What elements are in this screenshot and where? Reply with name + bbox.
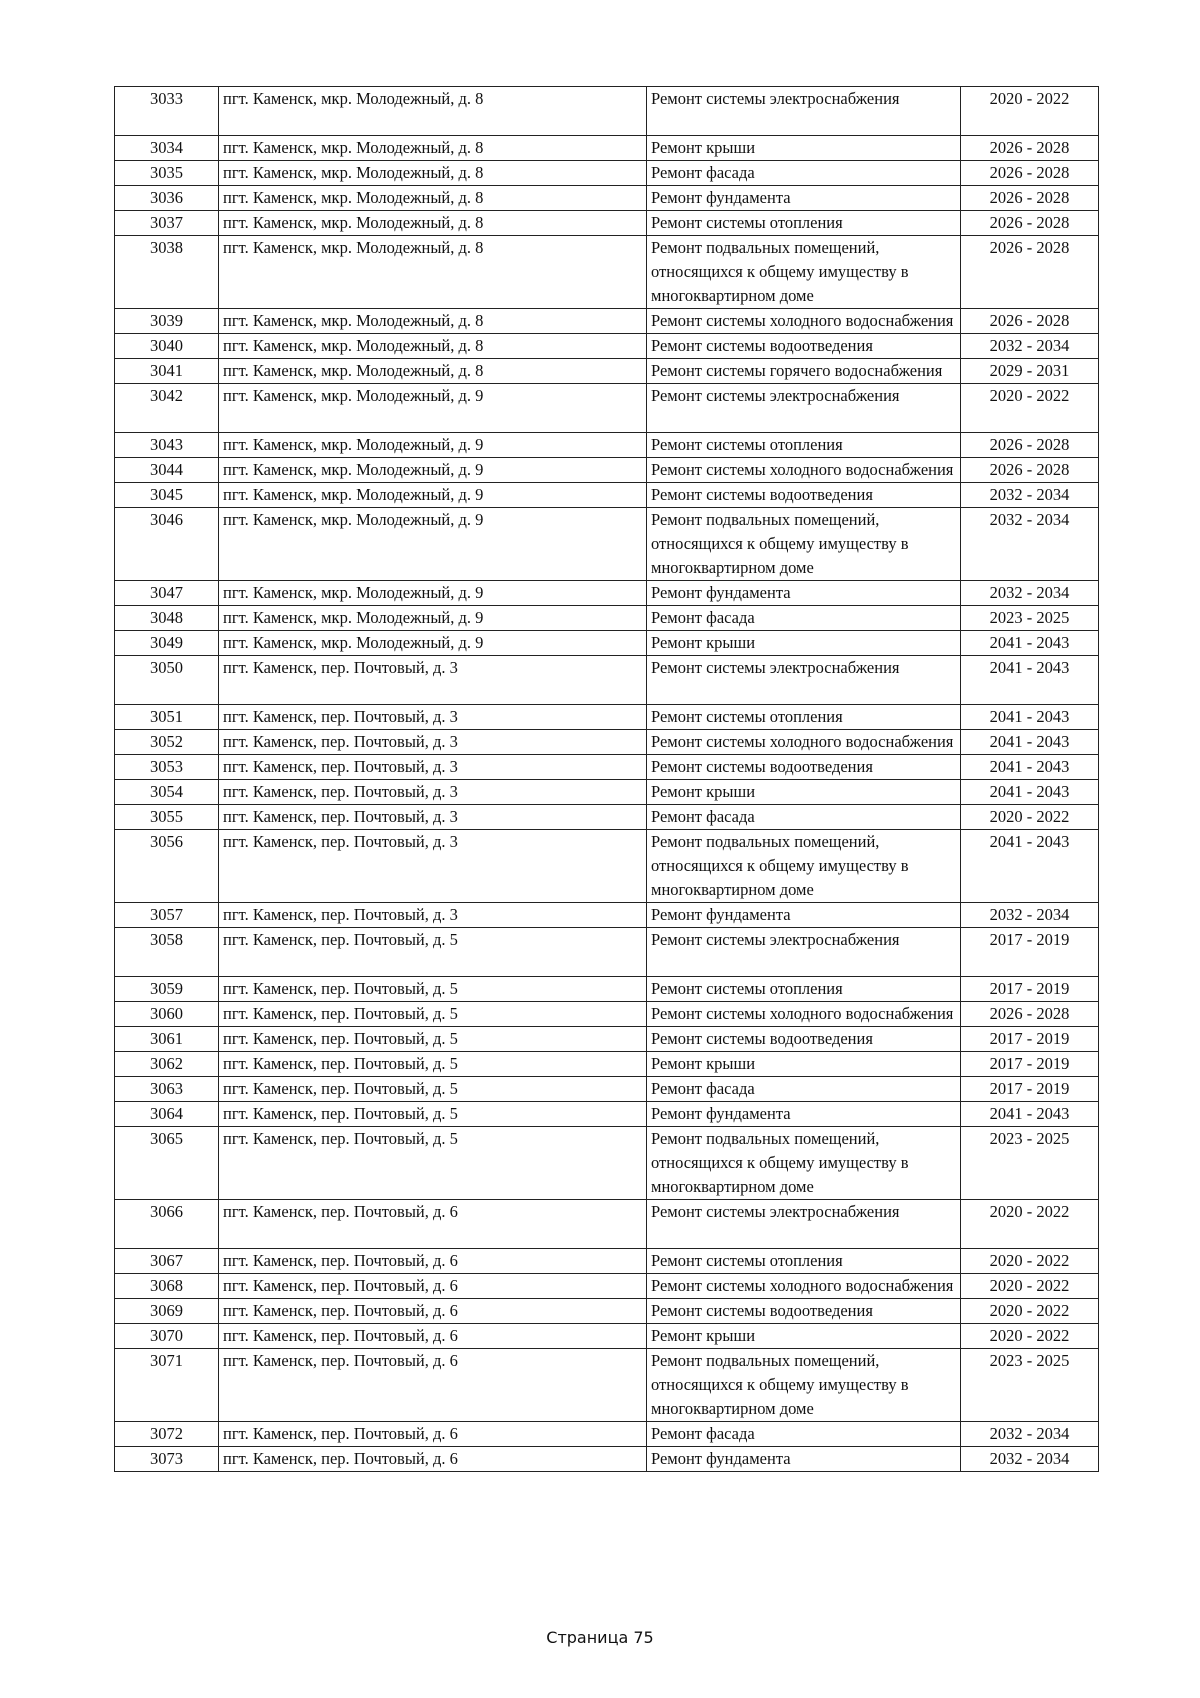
work-type-cell: Ремонт фасада bbox=[647, 606, 961, 631]
row-number-cell: 3044 bbox=[115, 458, 219, 483]
address-cell: пгт. Каменск, пер. Почтовый, д. 3 bbox=[219, 805, 647, 830]
work-type-cell: Ремонт системы электроснабжения bbox=[647, 87, 961, 136]
row-number-cell: 3037 bbox=[115, 211, 219, 236]
period-cell: 2032 - 2034 bbox=[961, 1422, 1099, 1447]
address-cell: пгт. Каменск, пер. Почтовый, д. 6 bbox=[219, 1200, 647, 1249]
period-cell: 2026 - 2028 bbox=[961, 458, 1099, 483]
period-cell: 2029 - 2031 bbox=[961, 359, 1099, 384]
row-number-cell: 3067 bbox=[115, 1249, 219, 1274]
work-type-cell: Ремонт системы водоотведения bbox=[647, 1027, 961, 1052]
row-number-cell: 3051 bbox=[115, 705, 219, 730]
work-type-cell: Ремонт крыши bbox=[647, 1052, 961, 1077]
work-type-cell: Ремонт системы холодного водоснабжения bbox=[647, 309, 961, 334]
work-type-cell: Ремонт фасада bbox=[647, 1422, 961, 1447]
table-row bbox=[115, 1102, 1099, 1127]
address-cell: пгт. Каменск, пер. Почтовый, д. 6 bbox=[219, 1447, 647, 1472]
table-row bbox=[115, 236, 1099, 309]
table-row bbox=[115, 1200, 1099, 1249]
period-cell: 2020 - 2022 bbox=[961, 384, 1099, 433]
period-cell: 2032 - 2034 bbox=[961, 508, 1099, 581]
address-cell: пгт. Каменск, мкр. Молодежный, д. 9 bbox=[219, 606, 647, 631]
table-row bbox=[115, 1052, 1099, 1077]
work-type-cell: Ремонт крыши bbox=[647, 631, 961, 656]
work-type-cell: Ремонт фасада bbox=[647, 805, 961, 830]
work-type-cell: Ремонт крыши bbox=[647, 1324, 961, 1349]
period-cell: 2026 - 2028 bbox=[961, 186, 1099, 211]
address-cell: пгт. Каменск, пер. Почтовый, д. 6 bbox=[219, 1349, 647, 1422]
table-row bbox=[115, 1002, 1099, 1027]
row-number-cell: 3063 bbox=[115, 1077, 219, 1102]
row-number-cell: 3058 bbox=[115, 928, 219, 977]
period-cell: 2041 - 2043 bbox=[961, 656, 1099, 705]
work-type-cell: Ремонт системы отопления bbox=[647, 1249, 961, 1274]
row-number-cell: 3045 bbox=[115, 483, 219, 508]
period-cell: 2020 - 2022 bbox=[961, 1249, 1099, 1274]
address-cell: пгт. Каменск, пер. Почтовый, д. 5 bbox=[219, 1002, 647, 1027]
table-row bbox=[115, 606, 1099, 631]
period-cell: 2032 - 2034 bbox=[961, 1447, 1099, 1472]
period-cell: 2041 - 2043 bbox=[961, 730, 1099, 755]
row-number-cell: 3068 bbox=[115, 1274, 219, 1299]
period-cell: 2023 - 2025 bbox=[961, 1127, 1099, 1200]
address-cell: пгт. Каменск, мкр. Молодежный, д. 9 bbox=[219, 581, 647, 606]
work-type-cell: Ремонт крыши bbox=[647, 136, 961, 161]
work-type-cell: Ремонт системы водоотведения bbox=[647, 1299, 961, 1324]
table-row bbox=[115, 211, 1099, 236]
address-cell: пгт. Каменск, пер. Почтовый, д. 5 bbox=[219, 928, 647, 977]
work-type-cell: Ремонт крыши bbox=[647, 780, 961, 805]
work-type-cell: Ремонт системы холодного водоснабжения bbox=[647, 1002, 961, 1027]
table-row bbox=[115, 780, 1099, 805]
work-type-cell: Ремонт фундамента bbox=[647, 1447, 961, 1472]
table-row bbox=[115, 755, 1099, 780]
table-row bbox=[115, 458, 1099, 483]
period-cell: 2020 - 2022 bbox=[961, 805, 1099, 830]
period-cell: 2041 - 2043 bbox=[961, 830, 1099, 903]
work-type-cell: Ремонт системы электроснабжения bbox=[647, 384, 961, 433]
table-row bbox=[115, 1324, 1099, 1349]
row-number-cell: 3047 bbox=[115, 581, 219, 606]
table-row bbox=[115, 1249, 1099, 1274]
table-row bbox=[115, 1077, 1099, 1102]
row-number-cell: 3046 bbox=[115, 508, 219, 581]
period-cell: 2023 - 2025 bbox=[961, 1349, 1099, 1422]
table-row bbox=[115, 1422, 1099, 1447]
period-cell: 2026 - 2028 bbox=[961, 211, 1099, 236]
table-row bbox=[115, 384, 1099, 433]
work-type-cell: Ремонт системы отопления bbox=[647, 433, 961, 458]
table-row bbox=[115, 1349, 1099, 1422]
work-type-cell: Ремонт системы отопления bbox=[647, 211, 961, 236]
row-number-cell: 3072 bbox=[115, 1422, 219, 1447]
work-type-cell: Ремонт фундамента bbox=[647, 903, 961, 928]
period-cell: 2020 - 2022 bbox=[961, 1299, 1099, 1324]
row-number-cell: 3036 bbox=[115, 186, 219, 211]
address-cell: пгт. Каменск, мкр. Молодежный, д. 9 bbox=[219, 508, 647, 581]
address-cell: пгт. Каменск, пер. Почтовый, д. 5 bbox=[219, 1052, 647, 1077]
period-cell: 2020 - 2022 bbox=[961, 1274, 1099, 1299]
address-cell: пгт. Каменск, мкр. Молодежный, д. 9 bbox=[219, 458, 647, 483]
address-cell: пгт. Каменск, пер. Почтовый, д. 6 bbox=[219, 1422, 647, 1447]
work-type-cell: Ремонт подвальных помещений, относящихся к общему имуществу в многоквартирном доме bbox=[647, 1349, 961, 1422]
period-cell: 2026 - 2028 bbox=[961, 309, 1099, 334]
work-type-cell: Ремонт фундамента bbox=[647, 1102, 961, 1127]
table-row bbox=[115, 1127, 1099, 1200]
table-row bbox=[115, 903, 1099, 928]
table-row bbox=[115, 805, 1099, 830]
row-number-cell: 3039 bbox=[115, 309, 219, 334]
row-number-cell: 3035 bbox=[115, 161, 219, 186]
period-cell: 2032 - 2034 bbox=[961, 581, 1099, 606]
work-type-cell: Ремонт системы горячего водоснабжения bbox=[647, 359, 961, 384]
row-number-cell: 3033 bbox=[115, 87, 219, 136]
period-cell: 2023 - 2025 bbox=[961, 606, 1099, 631]
period-cell: 2017 - 2019 bbox=[961, 1077, 1099, 1102]
row-number-cell: 3057 bbox=[115, 903, 219, 928]
address-cell: пгт. Каменск, мкр. Молодежный, д. 9 bbox=[219, 433, 647, 458]
row-number-cell: 3055 bbox=[115, 805, 219, 830]
work-type-cell: Ремонт подвальных помещений, относящихся к общему имуществу в многоквартирном доме bbox=[647, 508, 961, 581]
table-row bbox=[115, 136, 1099, 161]
period-cell: 2017 - 2019 bbox=[961, 977, 1099, 1002]
work-type-cell: Ремонт системы холодного водоснабжения bbox=[647, 730, 961, 755]
period-cell: 2041 - 2043 bbox=[961, 755, 1099, 780]
address-cell: пгт. Каменск, мкр. Молодежный, д. 8 bbox=[219, 186, 647, 211]
work-type-cell: Ремонт системы водоотведения bbox=[647, 483, 961, 508]
table-row bbox=[115, 581, 1099, 606]
work-type-cell: Ремонт системы электроснабжения bbox=[647, 1200, 961, 1249]
address-cell: пгт. Каменск, пер. Почтовый, д. 3 bbox=[219, 830, 647, 903]
address-cell: пгт. Каменск, пер. Почтовый, д. 3 bbox=[219, 705, 647, 730]
work-type-cell: Ремонт подвальных помещений, относящихся к общему имуществу в многоквартирном доме bbox=[647, 830, 961, 903]
work-type-cell: Ремонт системы электроснабжения bbox=[647, 656, 961, 705]
address-cell: пгт. Каменск, пер. Почтовый, д. 6 bbox=[219, 1324, 647, 1349]
row-number-cell: 3049 bbox=[115, 631, 219, 656]
period-cell: 2020 - 2022 bbox=[961, 1200, 1099, 1249]
table-row bbox=[115, 830, 1099, 903]
table-row bbox=[115, 1299, 1099, 1324]
period-cell: 2041 - 2043 bbox=[961, 631, 1099, 656]
row-number-cell: 3070 bbox=[115, 1324, 219, 1349]
row-number-cell: 3065 bbox=[115, 1127, 219, 1200]
period-cell: 2026 - 2028 bbox=[961, 161, 1099, 186]
work-type-cell: Ремонт системы водоотведения bbox=[647, 755, 961, 780]
address-cell: пгт. Каменск, пер. Почтовый, д. 6 bbox=[219, 1299, 647, 1324]
row-number-cell: 3053 bbox=[115, 755, 219, 780]
address-cell: пгт. Каменск, мкр. Молодежный, д. 9 bbox=[219, 384, 647, 433]
table-row bbox=[115, 705, 1099, 730]
period-cell: 2017 - 2019 bbox=[961, 1027, 1099, 1052]
period-cell: 2032 - 2034 bbox=[961, 334, 1099, 359]
table-row bbox=[115, 1447, 1099, 1472]
period-cell: 2020 - 2022 bbox=[961, 87, 1099, 136]
row-number-cell: 3059 bbox=[115, 977, 219, 1002]
address-cell: пгт. Каменск, пер. Почтовый, д. 5 bbox=[219, 1077, 647, 1102]
period-cell: 2026 - 2028 bbox=[961, 236, 1099, 309]
table-row bbox=[115, 161, 1099, 186]
table-row bbox=[115, 334, 1099, 359]
address-cell: пгт. Каменск, пер. Почтовый, д. 6 bbox=[219, 1249, 647, 1274]
page-number: Страница 75 bbox=[546, 1628, 654, 1647]
table-row bbox=[115, 1027, 1099, 1052]
address-cell: пгт. Каменск, пер. Почтовый, д. 3 bbox=[219, 730, 647, 755]
row-number-cell: 3061 bbox=[115, 1027, 219, 1052]
period-cell: 2032 - 2034 bbox=[961, 903, 1099, 928]
address-cell: пгт. Каменск, пер. Почтовый, д. 3 bbox=[219, 903, 647, 928]
row-number-cell: 3064 bbox=[115, 1102, 219, 1127]
table-row bbox=[115, 508, 1099, 581]
works-table bbox=[114, 86, 1099, 1472]
work-type-cell: Ремонт подвальных помещений, относящихся к общему имуществу в многоквартирном доме bbox=[647, 1127, 961, 1200]
row-number-cell: 3043 bbox=[115, 433, 219, 458]
row-number-cell: 3048 bbox=[115, 606, 219, 631]
row-number-cell: 3038 bbox=[115, 236, 219, 309]
table-row bbox=[115, 1274, 1099, 1299]
row-number-cell: 3052 bbox=[115, 730, 219, 755]
address-cell: пгт. Каменск, пер. Почтовый, д. 5 bbox=[219, 1027, 647, 1052]
row-number-cell: 3042 bbox=[115, 384, 219, 433]
period-cell: 2017 - 2019 bbox=[961, 928, 1099, 977]
row-number-cell: 3034 bbox=[115, 136, 219, 161]
work-type-cell: Ремонт фасада bbox=[647, 1077, 961, 1102]
address-cell: пгт. Каменск, мкр. Молодежный, д. 8 bbox=[219, 236, 647, 309]
work-type-cell: Ремонт системы водоотведения bbox=[647, 334, 961, 359]
address-cell: пгт. Каменск, пер. Почтовый, д. 5 bbox=[219, 977, 647, 1002]
work-type-cell: Ремонт системы холодного водоснабжения bbox=[647, 1274, 961, 1299]
address-cell: пгт. Каменск, мкр. Молодежный, д. 9 bbox=[219, 483, 647, 508]
work-type-cell: Ремонт фасада bbox=[647, 161, 961, 186]
table-row bbox=[115, 87, 1099, 136]
row-number-cell: 3062 bbox=[115, 1052, 219, 1077]
address-cell: пгт. Каменск, мкр. Молодежный, д. 8 bbox=[219, 359, 647, 384]
row-number-cell: 3069 bbox=[115, 1299, 219, 1324]
row-number-cell: 3054 bbox=[115, 780, 219, 805]
table-row bbox=[115, 977, 1099, 1002]
work-type-cell: Ремонт системы электроснабжения bbox=[647, 928, 961, 977]
work-type-cell: Ремонт системы отопления bbox=[647, 705, 961, 730]
row-number-cell: 3060 bbox=[115, 1002, 219, 1027]
period-cell: 2026 - 2028 bbox=[961, 433, 1099, 458]
address-cell: пгт. Каменск, пер. Почтовый, д. 3 bbox=[219, 755, 647, 780]
address-cell: пгт. Каменск, мкр. Молодежный, д. 8 bbox=[219, 87, 647, 136]
address-cell: пгт. Каменск, мкр. Молодежный, д. 8 bbox=[219, 334, 647, 359]
work-type-cell: Ремонт фундамента bbox=[647, 186, 961, 211]
period-cell: 2020 - 2022 bbox=[961, 1324, 1099, 1349]
address-cell: пгт. Каменск, пер. Почтовый, д. 5 bbox=[219, 1127, 647, 1200]
row-number-cell: 3056 bbox=[115, 830, 219, 903]
address-cell: пгт. Каменск, пер. Почтовый, д. 3 bbox=[219, 780, 647, 805]
period-cell: 2041 - 2043 bbox=[961, 780, 1099, 805]
address-cell: пгт. Каменск, пер. Почтовый, д. 3 bbox=[219, 656, 647, 705]
period-cell: 2032 - 2034 bbox=[961, 483, 1099, 508]
row-number-cell: 3066 bbox=[115, 1200, 219, 1249]
address-cell: пгт. Каменск, мкр. Молодежный, д. 8 bbox=[219, 161, 647, 186]
address-cell: пгт. Каменск, пер. Почтовый, д. 5 bbox=[219, 1102, 647, 1127]
table-row bbox=[115, 433, 1099, 458]
table-body bbox=[115, 87, 1099, 1472]
address-cell: пгт. Каменск, мкр. Молодежный, д. 8 bbox=[219, 136, 647, 161]
period-cell: 2017 - 2019 bbox=[961, 1052, 1099, 1077]
address-cell: пгт. Каменск, пер. Почтовый, д. 6 bbox=[219, 1274, 647, 1299]
row-number-cell: 3071 bbox=[115, 1349, 219, 1422]
table-row bbox=[115, 309, 1099, 334]
table-row bbox=[115, 359, 1099, 384]
work-type-cell: Ремонт подвальных помещений, относящихся к общему имуществу в многоквартирном доме bbox=[647, 236, 961, 309]
period-cell: 2026 - 2028 bbox=[961, 1002, 1099, 1027]
address-cell: пгт. Каменск, мкр. Молодежный, д. 9 bbox=[219, 631, 647, 656]
address-cell: пгт. Каменск, мкр. Молодежный, д. 8 bbox=[219, 211, 647, 236]
row-number-cell: 3050 bbox=[115, 656, 219, 705]
work-type-cell: Ремонт системы отопления bbox=[647, 977, 961, 1002]
row-number-cell: 3041 bbox=[115, 359, 219, 384]
table-row bbox=[115, 186, 1099, 211]
table-row bbox=[115, 730, 1099, 755]
work-type-cell: Ремонт системы холодного водоснабжения bbox=[647, 458, 961, 483]
row-number-cell: 3073 bbox=[115, 1447, 219, 1472]
table-row bbox=[115, 483, 1099, 508]
table-row bbox=[115, 656, 1099, 705]
table-row bbox=[115, 631, 1099, 656]
table-row bbox=[115, 928, 1099, 977]
period-cell: 2041 - 2043 bbox=[961, 1102, 1099, 1127]
row-number-cell: 3040 bbox=[115, 334, 219, 359]
work-type-cell: Ремонт фундамента bbox=[647, 581, 961, 606]
period-cell: 2026 - 2028 bbox=[961, 136, 1099, 161]
address-cell: пгт. Каменск, мкр. Молодежный, д. 8 bbox=[219, 309, 647, 334]
period-cell: 2041 - 2043 bbox=[961, 705, 1099, 730]
